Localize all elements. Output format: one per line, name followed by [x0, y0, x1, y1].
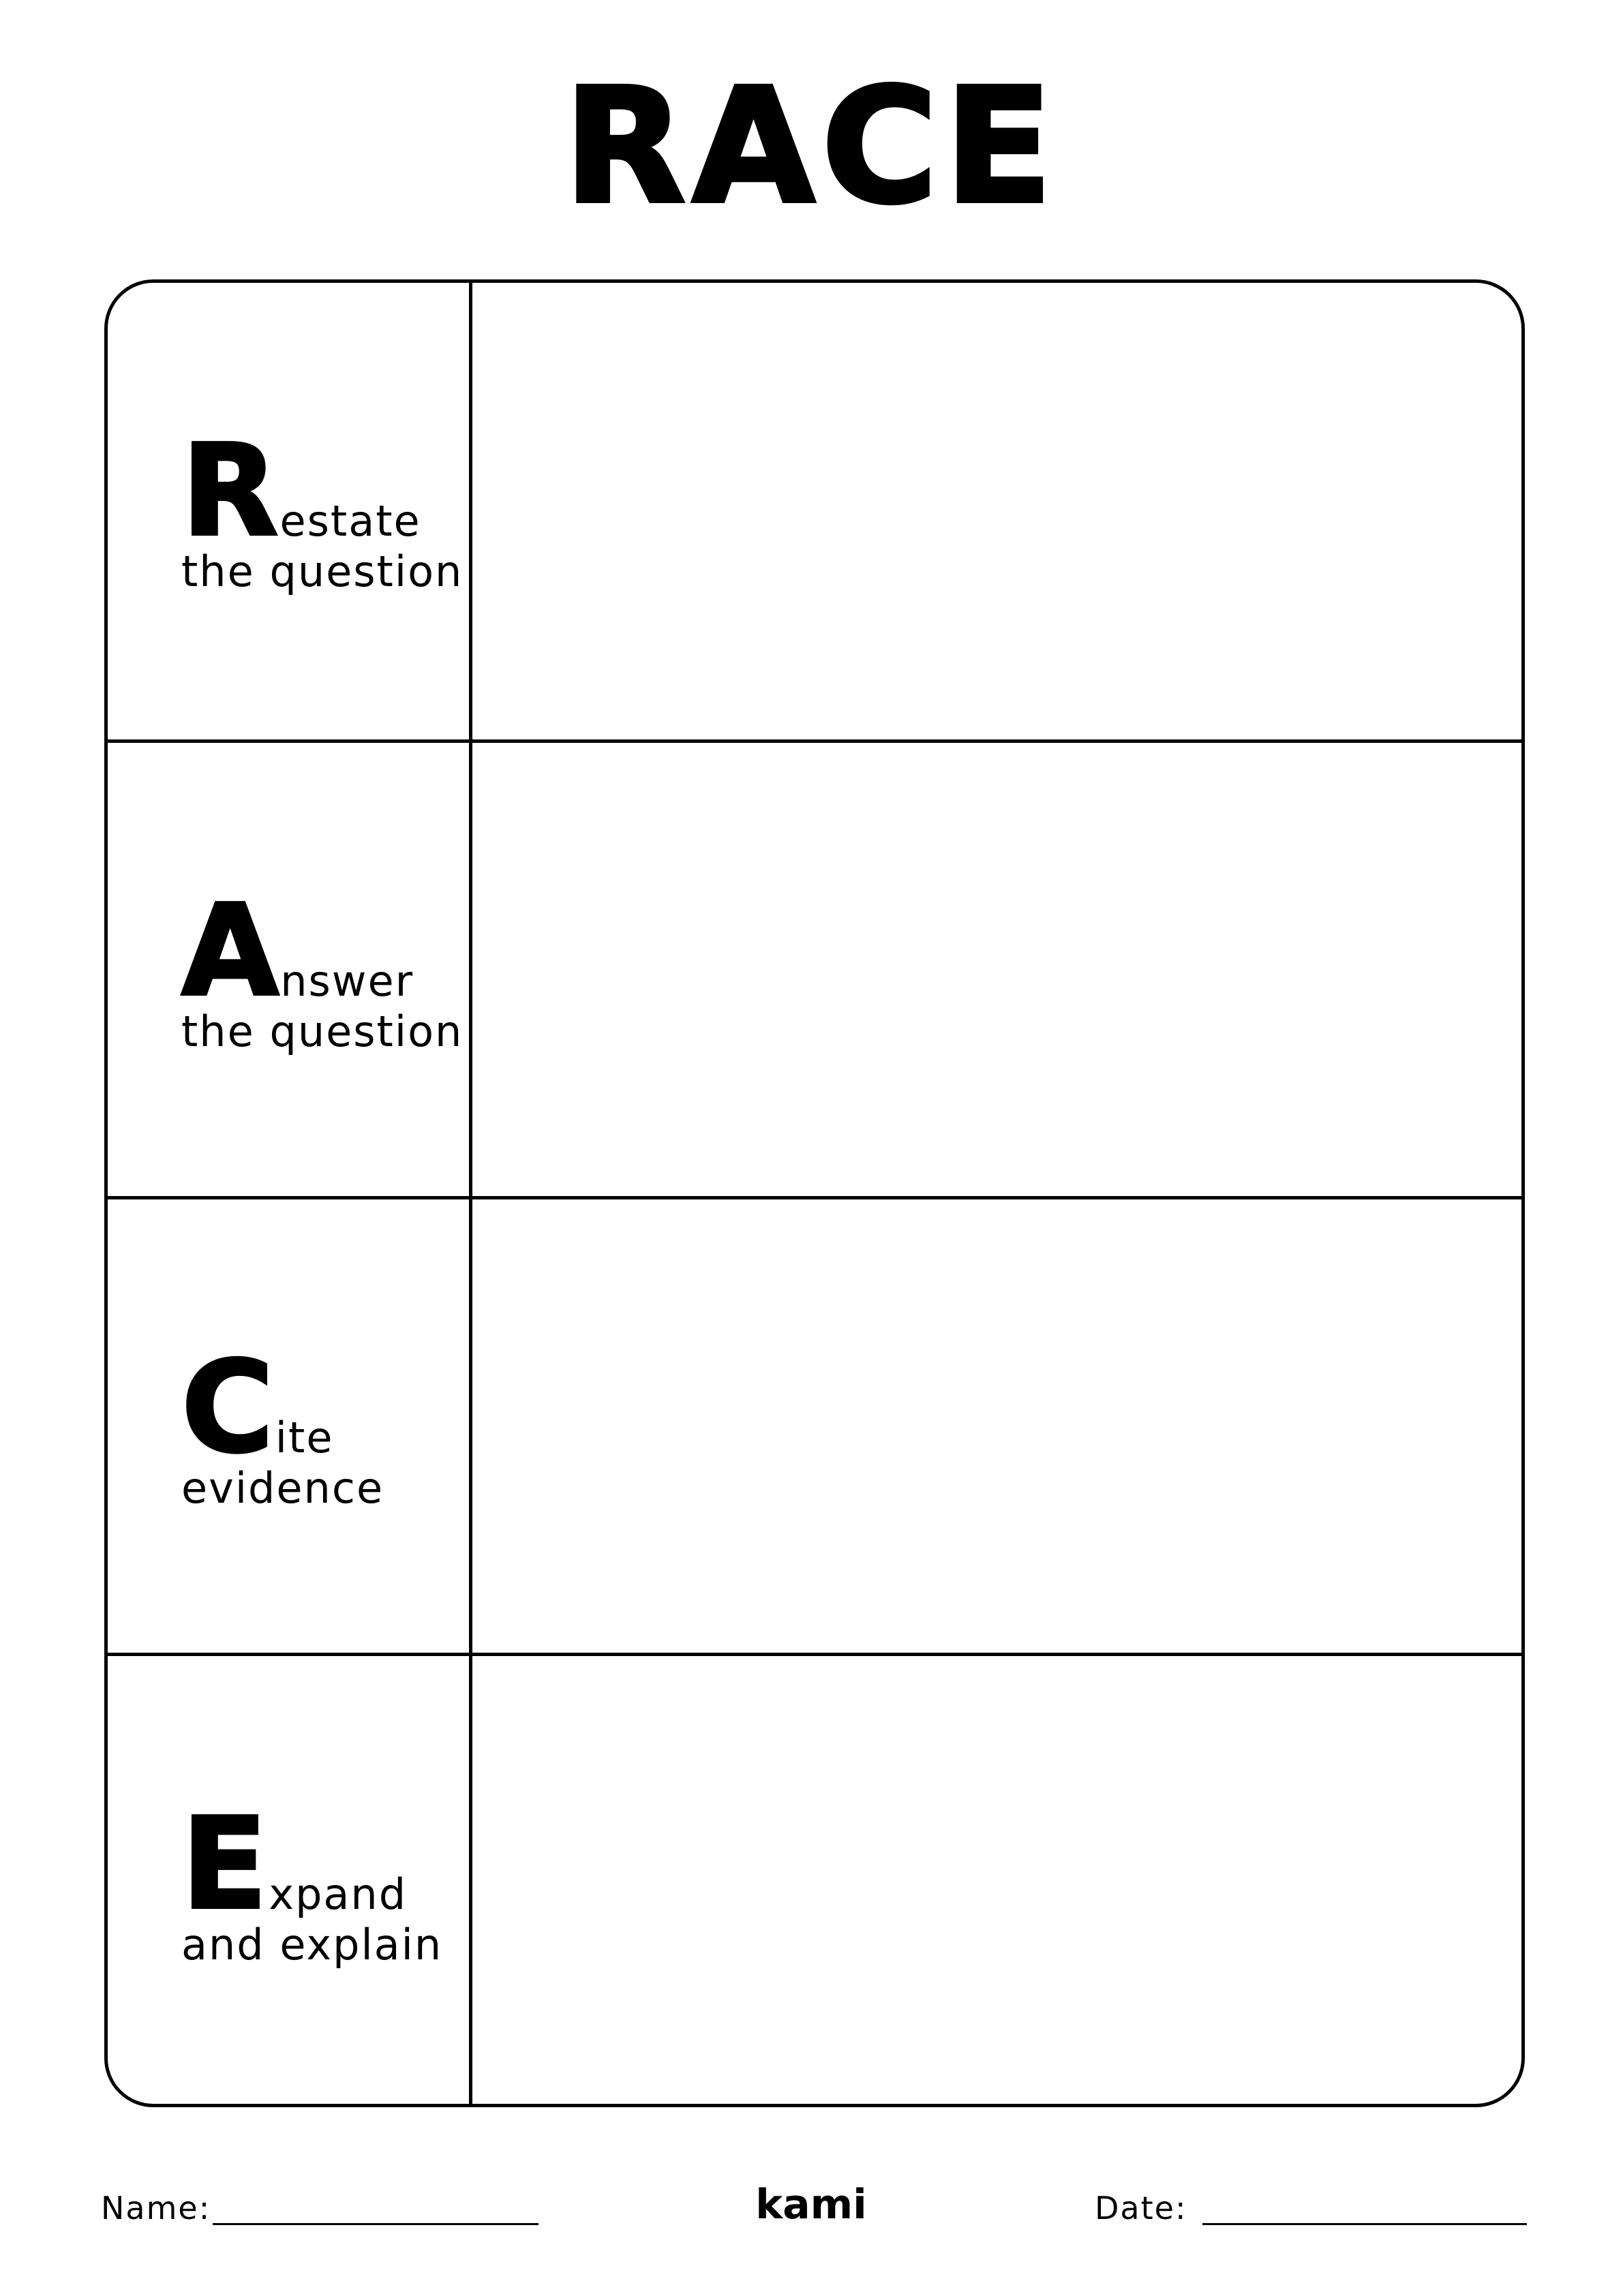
page-title: RACE: [564, 55, 1059, 239]
step-letter: A: [181, 877, 279, 1024]
step-letter: E: [181, 1790, 268, 1938]
step-heading: [181, 1790, 468, 1938]
step-subtitle: the question: [181, 1007, 464, 1056]
label-cell-expand: [108, 1656, 469, 2107]
step-word: nswer: [280, 956, 414, 1006]
step-letter: R: [181, 417, 279, 564]
label-cell-cite: [108, 1199, 469, 1653]
name-label: Name:: [101, 2190, 211, 2226]
step-heading: [181, 877, 468, 1024]
step-heading: [181, 1334, 468, 1481]
column-divider: [469, 283, 472, 2104]
date-field[interactable]: [1202, 2223, 1527, 2225]
race-table: [104, 279, 1525, 2107]
answer-area-restate[interactable]: [472, 283, 1521, 739]
step-letter: C: [181, 1334, 274, 1481]
name-field[interactable]: [213, 2223, 539, 2225]
step-label: [181, 1336, 468, 1512]
step-word: ite: [275, 1413, 334, 1463]
label-cell-restate: [108, 283, 469, 739]
step-subtitle: evidence: [181, 1463, 384, 1513]
row-cite: [108, 1196, 1521, 1653]
step-label: [181, 1792, 468, 1969]
step-subtitle: and explain: [181, 1920, 443, 1970]
kami-logo: kami: [755, 2181, 867, 2229]
row-answer: [108, 739, 1521, 1196]
step-word: estate: [279, 496, 421, 546]
answer-area-answer[interactable]: [472, 743, 1521, 1196]
row-restate: [108, 283, 1521, 739]
step-label: [181, 879, 468, 1056]
step-word: xpand: [269, 1869, 408, 1919]
step-subtitle: the question: [181, 547, 464, 596]
answer-area-cite[interactable]: [472, 1199, 1521, 1653]
label-cell-answer: [108, 743, 469, 1196]
step-label: [181, 419, 468, 596]
date-label: Date:: [1095, 2190, 1187, 2226]
answer-area-expand[interactable]: [472, 1656, 1521, 2107]
row-expand: [108, 1653, 1521, 2107]
step-heading: [181, 417, 468, 564]
